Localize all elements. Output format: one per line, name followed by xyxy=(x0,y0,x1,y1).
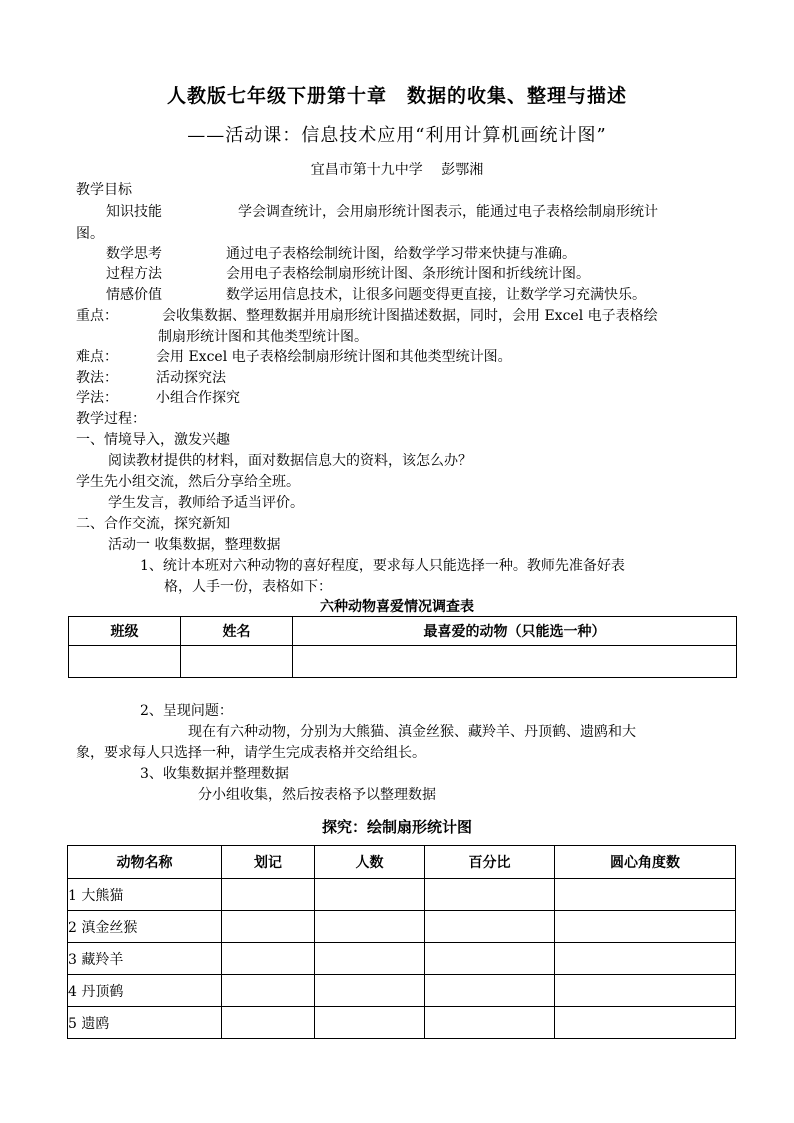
count-cell xyxy=(315,1007,425,1039)
learn-method-label: 学法： xyxy=(76,390,118,406)
goal-label-emotion: 情感价值 xyxy=(106,287,162,303)
goal-text-knowledge: 学会调查统计，会用扇形统计图表示，能通过电子表格绘制扇形统计 xyxy=(238,204,658,220)
survey-table-row xyxy=(69,646,737,678)
survey-header-name: 姓名 xyxy=(181,617,293,646)
percent-cell xyxy=(425,1007,555,1039)
learn-method-text: 小组合作探究 xyxy=(156,390,240,406)
survey-table-header-row xyxy=(69,617,737,646)
explore-header-animal: 动物名称 xyxy=(68,846,222,879)
tally-cell xyxy=(222,911,315,943)
survey-cell-name xyxy=(181,646,293,678)
survey-cell-class xyxy=(69,646,181,678)
table-row xyxy=(68,911,736,943)
goals-heading: 教学目标 xyxy=(76,182,132,198)
activity-1-heading: 活动一 收集数据，整理数据 xyxy=(108,537,281,553)
goal-text-process: 会用电子表格绘制扇形统计图、条形统计图和折线统计图。 xyxy=(226,266,590,282)
key-text-line2: 制扇形统计图和其他类型统计图。 xyxy=(158,329,368,345)
goal-text-thinking: 通过电子表格绘制统计图，给数学学习带来快捷与准确。 xyxy=(226,246,576,262)
animal-name-cell: 2 滇金丝猴 xyxy=(68,911,222,943)
table-row xyxy=(68,1007,736,1039)
animal-name-cell: 4 丹顶鹤 xyxy=(68,975,222,1007)
step-2-line1: 现在有六种动物，分别为大熊猫、滇金丝猴、藏羚羊、丹顶鹤、遗鸥和大 xyxy=(188,724,636,740)
count-cell xyxy=(315,943,425,975)
section-2-heading: 二、合作交流，探究新知 xyxy=(76,516,230,532)
count-cell xyxy=(315,879,425,911)
table-row xyxy=(68,879,736,911)
tally-cell xyxy=(222,975,315,1007)
step-1-line1: 1、统计本班对六种动物的喜好程度，要求每人只能选择一种。教师先准备好表 xyxy=(140,558,625,574)
goal-label-thinking: 数学思考 xyxy=(106,246,162,262)
explore-header-count: 人数 xyxy=(315,846,425,879)
step-3-line1: 分小组收集，然后按表格予以整理数据 xyxy=(198,787,436,803)
animal-name-cell: 3 藏羚羊 xyxy=(68,943,222,975)
explore-table-caption: 探究：绘制扇形统计图 xyxy=(321,818,472,836)
percent-cell xyxy=(425,943,555,975)
tally-cell xyxy=(222,943,315,975)
table-row xyxy=(68,975,736,1007)
survey-table-caption: 六种动物喜爱情况调查表 xyxy=(320,599,474,615)
count-cell xyxy=(315,975,425,1007)
key-label: 重点： xyxy=(76,308,118,324)
percent-cell xyxy=(425,975,555,1007)
angle-cell xyxy=(555,1007,736,1039)
goal-text-emotion: 数学运用信息技术，让很多问题变得更直接，让数学学习充满快乐。 xyxy=(226,287,646,303)
tally-cell xyxy=(222,879,315,911)
process-heading: 教学过程： xyxy=(76,411,146,427)
document-subtitle: ——活动课：信息技术应用“利用计算机画统计图” xyxy=(187,125,607,146)
percent-cell xyxy=(425,879,555,911)
tally-cell xyxy=(222,1007,315,1039)
document-title: 人教版七年级下册第十章 数据的收集、整理与描述 xyxy=(166,85,627,107)
teach-method-label: 教法： xyxy=(76,370,118,386)
explore-header-tally: 划记 xyxy=(222,846,315,879)
table-row xyxy=(68,943,736,975)
step-3-heading: 3、收集数据并整理数据 xyxy=(140,766,289,782)
angle-cell xyxy=(555,975,736,1007)
animal-name-cell: 1 大熊猫 xyxy=(68,879,222,911)
explore-header-percent: 百分比 xyxy=(425,846,555,879)
goal-text-knowledge-cont: 图。 xyxy=(76,226,104,242)
section-1-line3: 学生发言，教师给予适当评价。 xyxy=(108,495,304,511)
angle-cell xyxy=(555,911,736,943)
survey-header-class: 班级 xyxy=(69,617,181,646)
difficulty-label: 难点： xyxy=(76,349,118,365)
goal-label-knowledge: 知识技能 xyxy=(106,204,162,220)
angle-cell xyxy=(555,943,736,975)
explore-table xyxy=(67,845,736,1039)
goal-label-process: 过程方法 xyxy=(106,266,162,282)
count-cell xyxy=(315,911,425,943)
percent-cell xyxy=(425,911,555,943)
key-text-line1: 会收集数据、整理数据并用扇形统计图描述数据，同时，会用 Excel 电子表格绘 xyxy=(162,308,658,324)
author-line: 宜昌市第十九中学 彭鄂湘 xyxy=(310,162,484,178)
step-2-line2: 象，要求每人只选择一种，请学生完成表格并交给组长。 xyxy=(76,745,426,761)
survey-table xyxy=(68,616,737,678)
explore-table-header-row xyxy=(68,846,736,879)
angle-cell xyxy=(555,879,736,911)
section-1-line1: 阅读教材提供的材料，面对数据信息大的资料，该怎么办？ xyxy=(108,453,472,469)
explore-header-angle: 圆心角度数 xyxy=(555,846,736,879)
section-1-line2: 学生先小组交流，然后分享给全班。 xyxy=(76,474,300,490)
step-2-heading: 2、呈现问题： xyxy=(140,703,233,719)
teach-method-text: 活动探究法 xyxy=(156,370,226,386)
survey-cell-favorite xyxy=(293,646,737,678)
animal-name-cell: 5 遗鸥 xyxy=(68,1007,222,1039)
difficulty-text: 会用 Excel 电子表格绘制扇形统计图和其他类型统计图。 xyxy=(156,349,512,365)
section-1-heading: 一、情境导入，激发兴趣 xyxy=(76,432,230,448)
step-1-line2: 格，人手一份，表格如下： xyxy=(164,579,332,595)
survey-header-favorite: 最喜爱的动物（只能选一种） xyxy=(293,617,737,646)
